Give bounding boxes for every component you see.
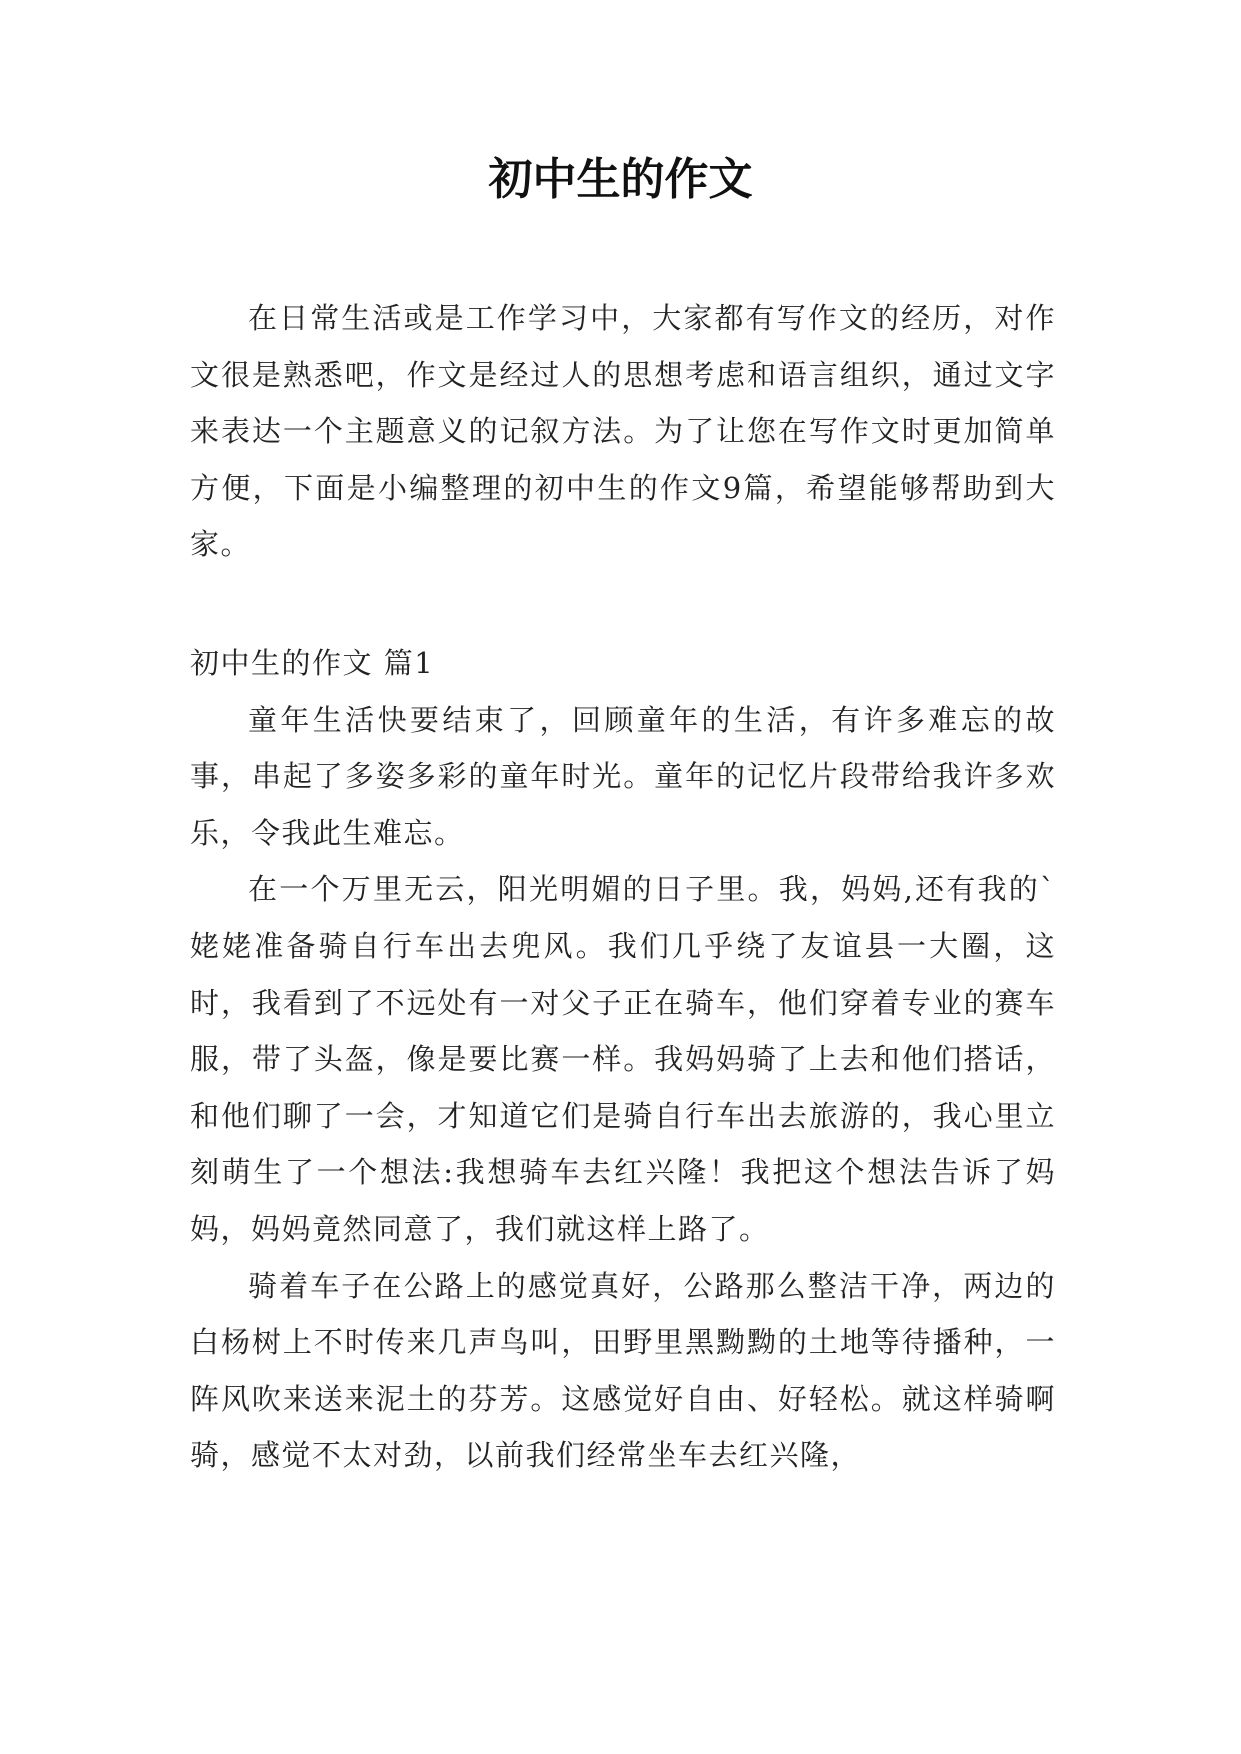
document-title: 初中生的作文: [488, 154, 753, 205]
section-paragraph-2: 在一个万里无云，阳光明媚的日子里。我，妈妈,还有我的`姥姥准备骑自行车出去兜风。我们几乎绕了友谊县一大圈，这时，我看到了不远处有一对父子正在骑车，他们穿着专业的赛车服，带了头盔，像是要比赛一样。我妈妈骑了上去和他们搭话，和他们聊了一会，才知道它们是骑自行车出去旅游的，我心里立刻萌生了一个想法:我想骑车去红兴隆！我把这个想法告诉了妈妈，妈妈竟然同意了，我们就这样上路了。: [190, 872, 1056, 1246]
section-paragraph-1: 童年生活快要结束了，回顾童年的生活，有许多难忘的故事，串起了多姿多彩的童年时光。童年的记忆片段带给我许多欢乐，令我此生难忘。: [190, 702, 1056, 850]
section-1: [190, 635, 1056, 1484]
section-heading: 初中生的作文 篇1: [190, 646, 435, 680]
section-paragraph-3: 骑着车子在公路上的感觉真好，公路那么整洁干净，两边的白杨树上不时传来几声鸟叫，田野里黑黝黝的土地等待播种，一阵风吹来送来泥土的芬芳。这感觉好自由、好轻松。就这样骑啊骑，感觉不太对劲，以前我们经常坐车去红兴隆，: [190, 1268, 1056, 1473]
intro-block: [190, 290, 1056, 573]
intro-paragraph: 在日常生活或是工作学习中，大家都有写作文的经历，对作文很是熟悉吧，作文是经过人的思想考虑和语言组织，通过文字来表达一个主题意义的记叙方法。为了让您在写作文时更加简单方便，下面是小编整理的初中生的作文9篇，希望能够帮助到大家。: [190, 301, 1056, 562]
